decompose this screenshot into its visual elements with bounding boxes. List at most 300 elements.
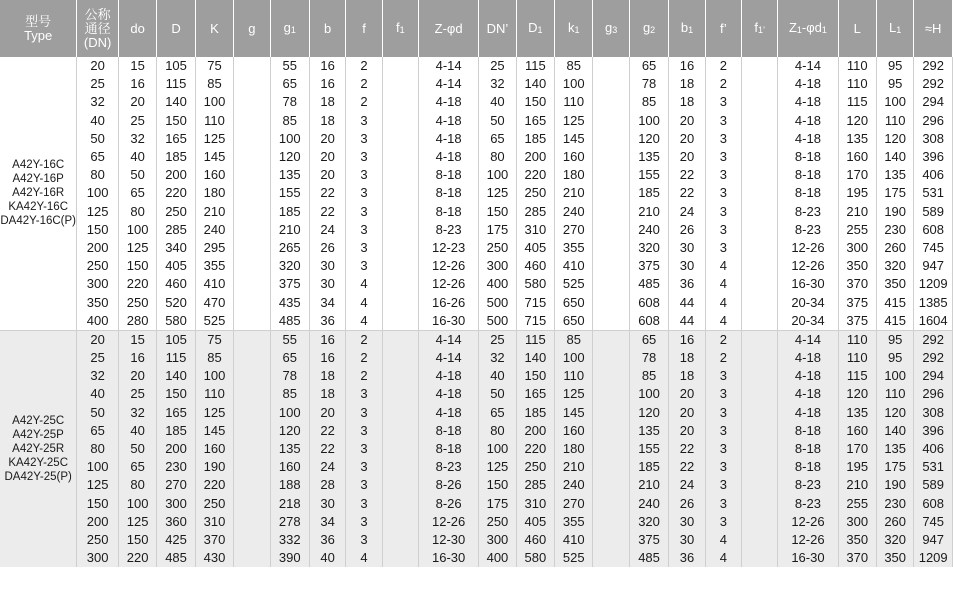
table-cell: [593, 221, 629, 239]
table-cell: 3: [346, 148, 382, 166]
table-cell: [593, 549, 629, 567]
table-cell: 110: [838, 349, 876, 367]
table-cell: 155: [629, 440, 668, 458]
table-cell: 350: [876, 275, 913, 293]
table-cell: 100: [77, 184, 119, 202]
table-cell: 650: [555, 312, 593, 331]
table-cell: 34: [309, 513, 345, 531]
table-cell: [382, 330, 418, 349]
table-cell: 2: [346, 349, 382, 367]
table-cell: 20: [118, 367, 156, 385]
table-cell: 135: [270, 440, 309, 458]
table-cell: 65: [118, 184, 156, 202]
table-cell: 140: [876, 148, 913, 166]
table-cell: 22: [309, 184, 345, 202]
table-cell: 120: [629, 130, 668, 148]
table-cell: 16-30: [778, 549, 838, 567]
table-cell: 292: [914, 349, 953, 367]
table-cell: 3: [705, 513, 741, 531]
table-cell: 240: [195, 221, 233, 239]
table-cell: 250: [516, 184, 554, 202]
table-cell: 3: [705, 203, 741, 221]
table-cell: [234, 275, 270, 293]
table-cell: 200: [157, 166, 195, 184]
table-cell: 415: [876, 312, 913, 331]
table-row: [0, 531, 953, 549]
table-cell: 360: [157, 513, 195, 531]
table-cell: 2: [346, 57, 382, 75]
table-cell: [382, 312, 418, 331]
table-cell: 310: [195, 513, 233, 531]
col-header-dn-prime: DN’: [479, 0, 516, 57]
table-cell: 270: [555, 221, 593, 239]
table-cell: 20: [669, 385, 705, 403]
table-cell: 12-26: [419, 275, 479, 293]
table-cell: 20-34: [778, 312, 838, 331]
table-cell: 85: [195, 349, 233, 367]
table-cell: 589: [914, 476, 953, 494]
table-cell: 125: [118, 513, 156, 531]
table-cell: 4-14: [419, 349, 479, 367]
table-row: [0, 57, 953, 75]
table-cell: 140: [157, 367, 195, 385]
table-cell: [593, 203, 629, 221]
table-cell: 30: [669, 513, 705, 531]
table-cell: 3: [705, 112, 741, 130]
table-cell: 210: [555, 458, 593, 476]
table-cell: 36: [309, 312, 345, 331]
table-cell: [234, 57, 270, 75]
table-cell: 125: [77, 476, 119, 494]
table-cell: [741, 239, 777, 257]
table-cell: 110: [838, 330, 876, 349]
table-cell: 12-26: [419, 257, 479, 275]
table-cell: 396: [914, 422, 953, 440]
table-row: [0, 312, 953, 331]
table-cell: 165: [157, 404, 195, 422]
table-cell: 250: [516, 458, 554, 476]
table-cell: 22: [309, 203, 345, 221]
table-cell: 285: [157, 221, 195, 239]
table-cell: 294: [914, 93, 953, 111]
table-cell: 250: [118, 293, 156, 311]
table-cell: 4-18: [419, 404, 479, 422]
table-cell: 300: [157, 495, 195, 513]
table-cell: 200: [77, 513, 119, 531]
table-cell: 355: [195, 257, 233, 275]
table-cell: 3: [346, 257, 382, 275]
table-cell: 44: [669, 312, 705, 331]
table-cell: [234, 203, 270, 221]
table-cell: 85: [270, 385, 309, 403]
table-cell: 18: [669, 349, 705, 367]
table-cell: 185: [629, 458, 668, 476]
table-cell: 8-23: [778, 495, 838, 513]
table-cell: 18: [309, 367, 345, 385]
table-cell: 8-18: [778, 440, 838, 458]
table-cell: 8-26: [419, 476, 479, 494]
table-cell: 16: [118, 349, 156, 367]
table-cell: 22: [669, 458, 705, 476]
table-cell: 350: [838, 531, 876, 549]
table-cell: 165: [157, 130, 195, 148]
table-cell: 4: [346, 549, 382, 567]
col-header-b: b: [309, 0, 345, 57]
table-row: [0, 422, 953, 440]
col-header-D: D: [157, 0, 195, 57]
table-cell: 150: [157, 112, 195, 130]
table-cell: 100: [876, 367, 913, 385]
table-cell: 485: [629, 275, 668, 293]
table-cell: 30: [309, 257, 345, 275]
table-cell: 2: [346, 330, 382, 349]
table-cell: 370: [838, 549, 876, 567]
table-cell: 8-18: [778, 184, 838, 202]
table-cell: 40: [309, 549, 345, 567]
col-header-K: K: [195, 0, 233, 57]
table-cell: 25: [118, 385, 156, 403]
table-cell: 20: [118, 93, 156, 111]
table-cell: 250: [77, 257, 119, 275]
table-cell: 16-26: [419, 293, 479, 311]
table-cell: 320: [876, 257, 913, 275]
table-cell: 3: [705, 495, 741, 513]
model-name: A42Y-25C: [12, 415, 65, 428]
table-cell: 320: [270, 257, 309, 275]
table-cell: 500: [479, 312, 516, 331]
table-cell: 100: [195, 93, 233, 111]
table-row: [0, 257, 953, 275]
table-cell: 100: [555, 349, 593, 367]
table-cell: 24: [669, 476, 705, 494]
table-cell: 16: [309, 75, 345, 93]
table-cell: 110: [555, 93, 593, 111]
table-cell: 160: [270, 458, 309, 476]
table-cell: 195: [838, 184, 876, 202]
table-cell: 40: [77, 112, 119, 130]
table-cell: 8-18: [419, 440, 479, 458]
table-cell: 100: [270, 130, 309, 148]
table-cell: 2: [705, 57, 741, 75]
table-cell: 135: [876, 440, 913, 458]
table-cell: 430: [195, 549, 233, 567]
table-cell: 65: [77, 148, 119, 166]
table-cell: 145: [555, 404, 593, 422]
table-cell: 100: [479, 166, 516, 184]
table-cell: [234, 312, 270, 331]
table-cell: 95: [876, 75, 913, 93]
table-cell: 185: [157, 148, 195, 166]
table-cell: 20: [309, 148, 345, 166]
table-cell: 75: [195, 57, 233, 75]
table-cell: 160: [838, 148, 876, 166]
table-cell: 85: [270, 112, 309, 130]
table-row: [0, 513, 953, 531]
col-header-f-prime: f’: [705, 0, 741, 57]
table-cell: 350: [838, 257, 876, 275]
table-cell: 3: [705, 221, 741, 239]
table-cell: [382, 184, 418, 202]
table-cell: [593, 367, 629, 385]
table-cell: 400: [479, 549, 516, 567]
table-cell: 185: [516, 130, 554, 148]
table-cell: 115: [838, 367, 876, 385]
table-cell: 78: [270, 93, 309, 111]
table-cell: [234, 221, 270, 239]
table-cell: 4-18: [778, 130, 838, 148]
table-cell: 150: [77, 495, 119, 513]
table-cell: [593, 440, 629, 458]
table-cell: 400: [479, 275, 516, 293]
col-header-f1-prime: f1’: [741, 0, 777, 57]
table-cell: 210: [629, 476, 668, 494]
table-cell: [234, 422, 270, 440]
table-cell: 250: [479, 239, 516, 257]
table-cell: 608: [629, 293, 668, 311]
table-cell: 292: [914, 330, 953, 349]
table-cell: [382, 404, 418, 422]
table-cell: 4-18: [419, 367, 479, 385]
table-cell: 3: [705, 239, 741, 257]
table-cell: 310: [516, 221, 554, 239]
table-cell: 135: [838, 404, 876, 422]
table-cell: 12-26: [419, 513, 479, 531]
table-cell: 150: [157, 385, 195, 403]
table-cell: 460: [516, 257, 554, 275]
table-cell: 650: [555, 293, 593, 311]
table-cell: 210: [270, 221, 309, 239]
table-cell: 270: [555, 495, 593, 513]
table-cell: [593, 112, 629, 130]
table-cell: 20: [309, 166, 345, 184]
table-cell: 4-18: [419, 148, 479, 166]
table-cell: [593, 293, 629, 311]
table-cell: [741, 112, 777, 130]
table-cell: 285: [516, 203, 554, 221]
table-cell: [741, 166, 777, 184]
table-cell: 120: [876, 130, 913, 148]
table-cell: [593, 93, 629, 111]
table-cell: 150: [118, 257, 156, 275]
table-cell: 28: [309, 476, 345, 494]
table-cell: 589: [914, 203, 953, 221]
table-cell: 110: [195, 385, 233, 403]
table-cell: 2: [705, 75, 741, 93]
table-cell: [234, 130, 270, 148]
table-cell: [593, 130, 629, 148]
table-row: [0, 404, 953, 422]
table-cell: 170: [838, 440, 876, 458]
table-cell: 3: [705, 148, 741, 166]
table-cell: 255: [838, 495, 876, 513]
table-cell: 4: [705, 257, 741, 275]
table-cell: 1209: [914, 275, 953, 293]
table-cell: [741, 148, 777, 166]
table-cell: [382, 112, 418, 130]
table-cell: [741, 75, 777, 93]
table-cell: 300: [838, 239, 876, 257]
table-cell: 65: [629, 330, 668, 349]
table-cell: 220: [118, 549, 156, 567]
table-cell: 300: [838, 513, 876, 531]
table-cell: 406: [914, 440, 953, 458]
table-cell: [234, 93, 270, 111]
table-cell: 4: [346, 275, 382, 293]
table-cell: 120: [270, 148, 309, 166]
table-cell: 32: [77, 367, 119, 385]
table-cell: 8-23: [419, 221, 479, 239]
table-cell: 308: [914, 130, 953, 148]
table-cell: [234, 257, 270, 275]
col-header-g: g: [234, 0, 270, 57]
table-cell: 470: [195, 293, 233, 311]
table-cell: 140: [876, 422, 913, 440]
col-header-z1-phi-d1: Z1-φd1: [778, 0, 838, 57]
table-cell: [741, 458, 777, 476]
table-cell: 947: [914, 531, 953, 549]
table-cell: 460: [157, 275, 195, 293]
table-cell: 135: [838, 130, 876, 148]
table-cell: [593, 257, 629, 275]
table-row: [0, 75, 953, 93]
table-cell: 20: [669, 422, 705, 440]
table-cell: 175: [876, 184, 913, 202]
table-cell: [382, 148, 418, 166]
table-cell: 18: [309, 385, 345, 403]
table-cell: 3: [705, 130, 741, 148]
table-cell: 115: [838, 93, 876, 111]
table-cell: 200: [516, 422, 554, 440]
table-cell: 210: [838, 476, 876, 494]
table-cell: 125: [555, 112, 593, 130]
table-cell: 105: [157, 57, 195, 75]
table-cell: [382, 531, 418, 549]
table-cell: [382, 476, 418, 494]
table-cell: 150: [479, 203, 516, 221]
table-cell: [593, 531, 629, 549]
table-cell: 3: [346, 513, 382, 531]
table-cell: 175: [876, 458, 913, 476]
table-cell: [382, 221, 418, 239]
table-cell: 3: [346, 440, 382, 458]
col-header-g3: g3: [593, 0, 629, 57]
table-cell: [593, 239, 629, 257]
table-cell: 125: [118, 239, 156, 257]
col-header-g1: g1: [270, 0, 309, 57]
table-cell: [741, 513, 777, 531]
table-cell: 8-18: [419, 422, 479, 440]
table-cell: 715: [516, 312, 554, 331]
table-cell: [382, 239, 418, 257]
table-cell: 36: [309, 531, 345, 549]
table-cell: 485: [157, 549, 195, 567]
table-cell: [741, 257, 777, 275]
table-cell: 55: [270, 330, 309, 349]
table-cell: [382, 549, 418, 567]
table-cell: 375: [629, 257, 668, 275]
table-cell: 36: [669, 549, 705, 567]
table-cell: 18: [309, 112, 345, 130]
table-cell: [741, 385, 777, 403]
table-cell: 110: [195, 112, 233, 130]
table-cell: 240: [629, 221, 668, 239]
table-cell: 16: [669, 330, 705, 349]
table-cell: 185: [270, 203, 309, 221]
table-cell: 375: [838, 293, 876, 311]
table-cell: [382, 349, 418, 367]
table-cell: 1209: [914, 549, 953, 567]
table-row: [0, 293, 953, 311]
table-cell: 296: [914, 112, 953, 130]
table-cell: [741, 57, 777, 75]
table-cell: 4-18: [419, 130, 479, 148]
table-row: [0, 148, 953, 166]
table-cell: 26: [669, 221, 705, 239]
table-cell: 165: [516, 112, 554, 130]
table-cell: 180: [555, 166, 593, 184]
table-cell: 4: [705, 312, 741, 331]
table-cell: 105: [157, 330, 195, 349]
table-cell: 390: [270, 549, 309, 567]
table-cell: [234, 495, 270, 513]
table-cell: 85: [555, 330, 593, 349]
table-cell: 30: [669, 531, 705, 549]
table-cell: [741, 275, 777, 293]
table-cell: 20: [669, 130, 705, 148]
table-cell: 80: [479, 422, 516, 440]
table-cell: 3: [705, 440, 741, 458]
table-cell: 140: [157, 93, 195, 111]
table-cell: [234, 293, 270, 311]
table-cell: 8-18: [419, 184, 479, 202]
table-row: [0, 239, 953, 257]
table-cell: 3: [346, 112, 382, 130]
table-cell: 20: [669, 148, 705, 166]
table-cell: 250: [157, 203, 195, 221]
table-cell: 3: [346, 458, 382, 476]
model-name: DA42Y-25(P): [4, 471, 72, 484]
table-cell: 370: [195, 531, 233, 549]
table-cell: 250: [195, 495, 233, 513]
table-cell: 425: [157, 531, 195, 549]
table-cell: 22: [309, 422, 345, 440]
model-name: KA42Y-16C: [8, 201, 69, 214]
table-cell: 65: [479, 404, 516, 422]
table-cell: [234, 166, 270, 184]
table-cell: 36: [669, 275, 705, 293]
table-cell: [382, 93, 418, 111]
table-cell: 25: [118, 112, 156, 130]
table-row: [0, 440, 953, 458]
table-cell: 50: [118, 166, 156, 184]
table-cell: 3: [346, 184, 382, 202]
table-cell: 16: [309, 349, 345, 367]
table-cell: [382, 513, 418, 531]
table-cell: 110: [555, 367, 593, 385]
table-cell: 80: [118, 203, 156, 221]
table-cell: 145: [195, 148, 233, 166]
table-cell: 3: [705, 476, 741, 494]
table-cell: 396: [914, 148, 953, 166]
table-cell: [234, 330, 270, 349]
model-name: A42Y-16P: [12, 173, 64, 186]
table-cell: 25: [479, 330, 516, 349]
table-cell: 22: [669, 184, 705, 202]
table-cell: 3: [346, 495, 382, 513]
table-cell: 250: [479, 513, 516, 531]
table-cell: 25: [479, 57, 516, 75]
table-cell: 145: [555, 130, 593, 148]
